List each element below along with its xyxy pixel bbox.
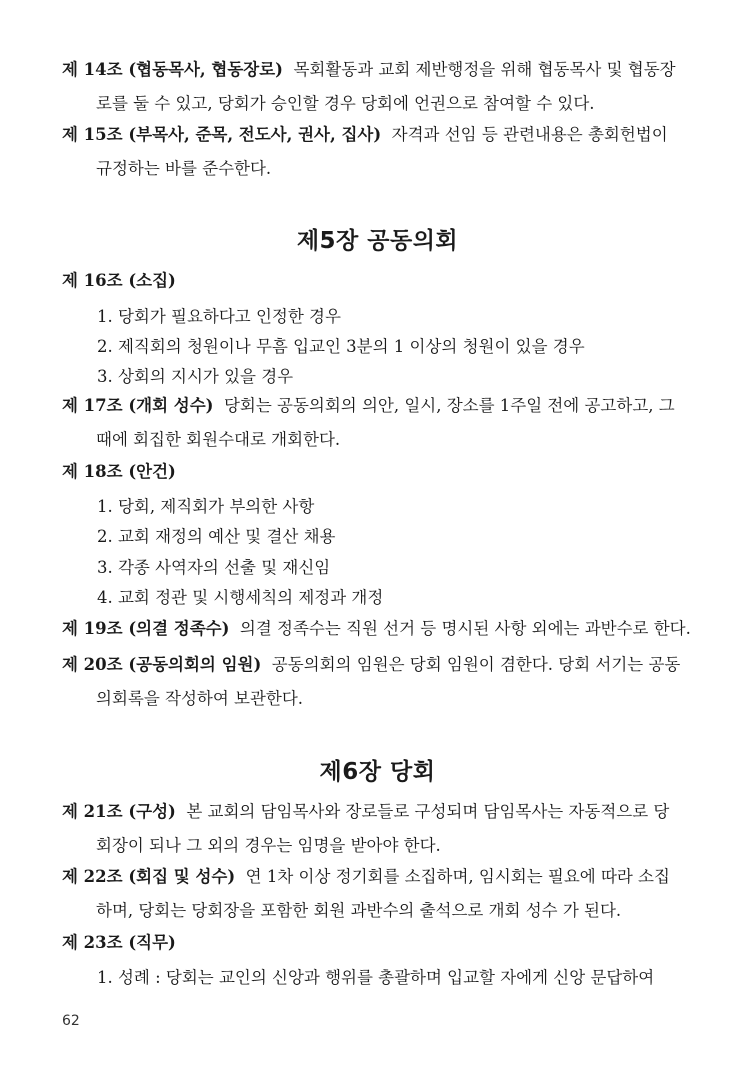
article-16-item-1: 1. 당회가 필요하다고 인정한 경우 <box>97 307 341 326</box>
article-23-item-1: 1. 성례 : 당회는 교인의 신앙과 행위를 총괄하며 입교할 자에게 신앙 문답하여 <box>97 968 655 987</box>
article-15 <box>62 118 698 186</box>
chapter-5-title: 제5장 공동의회 <box>296 228 459 254</box>
article-22-text-1: 연 1차 이상 정기회를 소집하며, 임시회는 필요에 따라 소집 <box>245 867 670 886</box>
article-20-heading: 제 20조 (공동의회의 임원) <box>62 655 262 674</box>
article-15-text-2: 규정하는 바를 준수한다. <box>96 159 272 178</box>
article-17 <box>62 389 698 457</box>
article-18-item-2: 2. 교회 재정의 예산 및 결산 채용 <box>97 527 336 546</box>
article-23-heading: 제 23조 (직무) <box>62 933 176 952</box>
article-19-text-1: 의결 정족수는 직원 선거 등 명시된 사항 외에는 과반수로 한다. <box>239 619 691 638</box>
article-20-text-2: 의회록을 작성하여 보관한다. <box>96 689 304 708</box>
article-18-heading: 제 18조 (안건) <box>62 462 176 481</box>
article-21-heading: 제 21조 (구성) <box>62 802 176 821</box>
page-number: 62 <box>62 1013 80 1029</box>
article-17-text-2: 때에 회집한 회원수대로 개회한다. <box>96 430 341 449</box>
article-20 <box>62 648 698 716</box>
article-16-item-3: 3. 상회의 지시가 있을 경우 <box>97 367 294 386</box>
article-22-text-2: 하며, 당회는 당회장을 포함한 회원 과반수의 출석으로 개회 성수 가 된다. <box>96 901 622 920</box>
article-15-text-1: 자격과 선임 등 관련내용은 총회헌법이 <box>391 125 668 144</box>
article-14-text-2: 로를 둘 수 있고, 당회가 승인할 경우 당회에 언권으로 참여할 수 있다. <box>96 94 595 113</box>
article-22 <box>62 860 698 928</box>
article-16-item-2: 2. 제직회의 청원이나 무흠 입교인 3분의 1 이상의 청원이 있을 경우 <box>97 337 585 356</box>
article-21-text-2: 회장이 되나 그 외의 경우는 임명을 받아야 한다. <box>96 836 441 855</box>
article-19 <box>62 612 698 646</box>
article-14 <box>62 53 698 121</box>
article-15-heading: 제 15조 (부목사, 준목, 전도사, 권사, 집사) <box>62 125 382 144</box>
article-19-heading: 제 19조 (의결 정족수) <box>62 619 230 638</box>
article-20-text-1: 공동의회의 임원은 당회 임원이 겸한다. 당회 서기는 공동 <box>271 655 681 674</box>
article-21-text-1: 본 교회의 담임목사와 장로들로 구성되며 담임목사는 자동적으로 당 <box>186 802 670 821</box>
article-16-heading: 제 16조 (소집) <box>62 271 176 290</box>
article-14-text-1: 목회활동과 교회 제반행정을 위해 협동목사 및 협동장 <box>293 60 676 79</box>
article-22-heading: 제 22조 (회집 및 성수) <box>62 867 236 886</box>
article-18-item-3: 3. 각종 사역자의 선출 및 재신임 <box>97 558 331 577</box>
article-18-item-4: 4. 교회 정관 및 시행세칙의 제정과 개정 <box>97 588 384 607</box>
article-17-text-1: 당회는 공동의회의 의안, 일시, 장소를 1주일 전에 공고하고, 그 <box>223 396 675 415</box>
chapter-6-title: 제6장 당회 <box>319 759 436 785</box>
article-21 <box>62 795 698 863</box>
article-17-heading: 제 17조 (개회 성수) <box>62 396 214 415</box>
article-18-item-1: 1. 당회, 제직회가 부의한 사항 <box>97 497 315 516</box>
article-14-heading: 제 14조 (협동목사, 협동장로) <box>62 60 283 79</box>
